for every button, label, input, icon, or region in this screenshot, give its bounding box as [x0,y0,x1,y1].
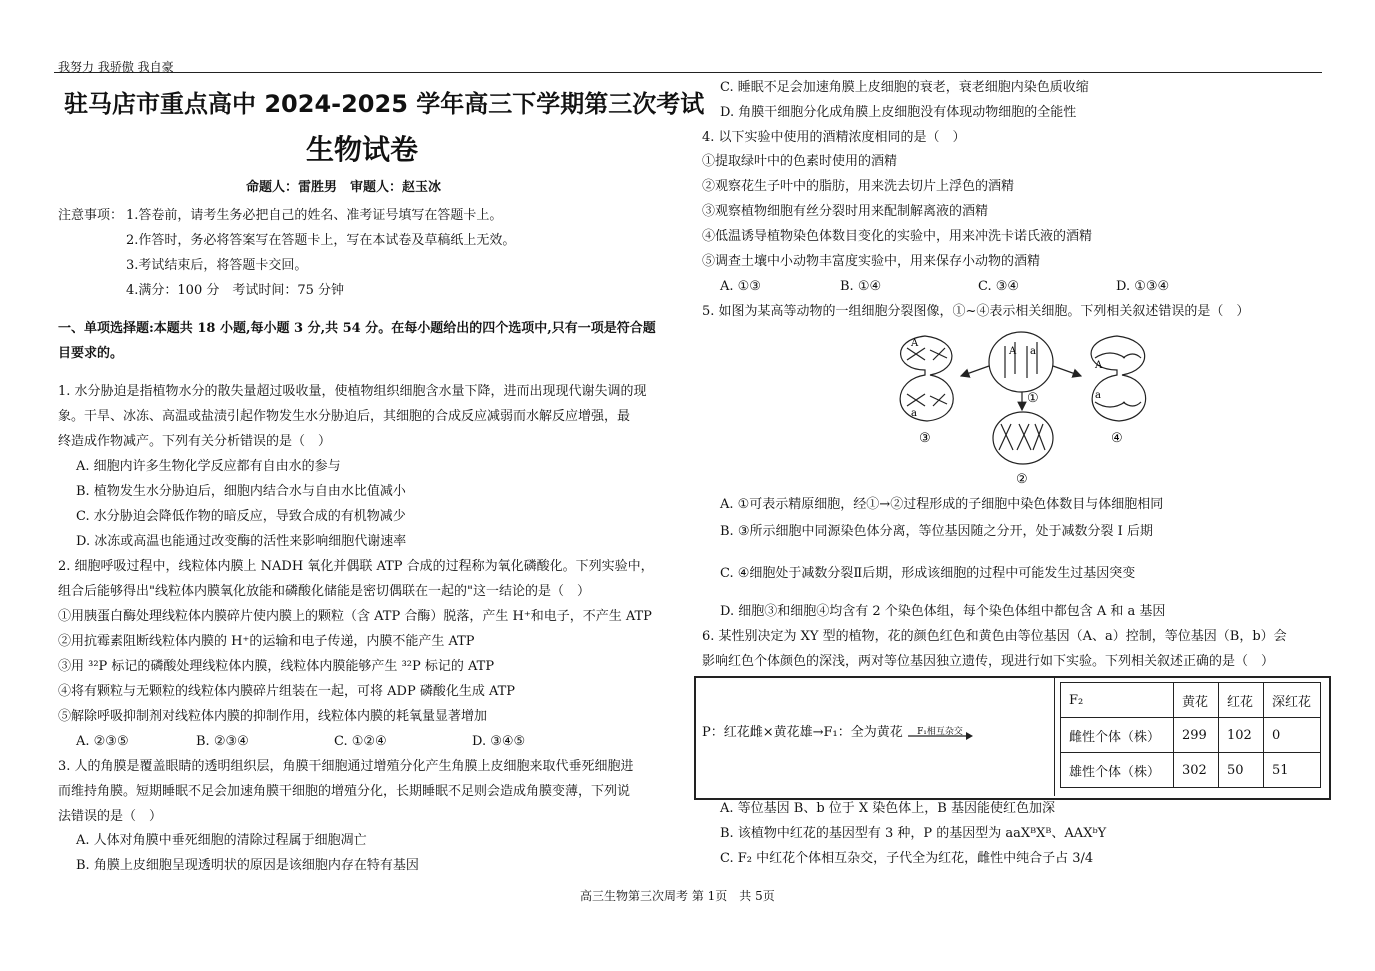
q3-stem: 而维持角膜。短期睡眠不足会加速角膜干细胞的增殖分化，长期睡眠不足则会造成角膜变薄，下列说 [58,784,631,799]
table-row [1061,683,1321,718]
header-divider [54,72,1322,73]
table-header-cell: 深红花 [1264,683,1321,718]
q2-option-c[interactable]: C. ①②④ [334,734,387,749]
arrow-label: F₁相互杂交 [917,727,963,737]
cell-3 [900,336,953,421]
q3-option-a[interactable]: A. 人体对角膜中垂死细胞的清除过程属于细胞凋亡 [76,833,367,848]
cell-1 [989,332,1053,392]
experiment-divider [1054,678,1055,796]
q2-option-d[interactable]: D. ③④⑤ [472,734,526,749]
cell-label-1: ① [1027,391,1039,406]
q6-option-a[interactable]: A. 等位基因 B、b 位于 X 染色体上，B 基因能使红色加深 [720,801,1055,816]
table-cell: 51 [1264,753,1321,788]
q4-item: ④低温诱导植物染色体数目变化的实验中，用来冲洗卡诺氏液的酒精 [702,229,1093,244]
q5-option-d[interactable]: D. 细胞③和细胞④均含有 2 个染色体组，每个染色体组中都包含 A 和 a 基因 [720,604,1166,619]
q2-item: ②用抗霉素阻断线粒体内膜的 H⁺的运输和电子传递，内膜不能产生 ATP [58,634,475,649]
section-heading: 目要求的。 [58,346,124,361]
table-cell: 102 [1219,718,1264,753]
gene-label: a [1030,346,1036,357]
table-cell: 雌性个体（株） [1061,718,1174,753]
q2-option-b[interactable]: B. ②③④ [196,734,249,749]
q1-stem: 1. 水分胁迫是指植物水分的散失量超过吸收量，使植物组织细胞含水量下降，进而出现现代谢失调的现 [58,384,647,399]
table-row [1061,753,1321,788]
f2-table [1060,682,1321,788]
page-footer: 高三生物第三次周考 第 1页 共 5页 [580,889,775,903]
arrow-to-4 [1053,366,1081,376]
notice-item: 1.答卷前，请考生务必把自己的姓名、准考证号填写在答题卡上。 [126,208,503,223]
q3-stem: 3. 人的角膜是覆盖眼睛的透明组织层，角膜干细胞通过增殖分化产生角膜上皮细胞来取代垂死细胞进 [58,759,634,774]
arrow-to-3 [961,366,989,376]
q4-stem: 4. 以下实验中使用的酒精浓度相同的是（ ） [702,130,966,145]
q1-option-a[interactable]: A. 细胞内许多生物化学反应都有自由水的参与 [76,459,341,474]
q2-item: ①用胰蛋白酶处理线粒体内膜碎片使内膜上的颗粒（含 ATP 合酶）脱落，产生 H⁺和电子，不产生 ATP [58,609,652,624]
table-header-cell: F₂ [1061,683,1174,718]
subject-title: 生物试卷 [306,133,419,166]
q1-option-b[interactable]: B. 植物发生水分胁迫后，细胞内结合水与自由水比值减小 [76,484,406,499]
table-cell: 雄性个体（株） [1061,753,1174,788]
notice-item: 2.作答时，务必将答案写在答题卡上，写在本试卷及草稿纸上无效。 [126,233,516,248]
table-cell: 299 [1174,718,1219,753]
table-cell: 50 [1219,753,1264,788]
gene-label: A [1009,346,1017,357]
cross-arrow [908,730,974,742]
q6-stem: 6. 某性别决定为 XY 型的植物，花的颜色红色和黄色由等位基因（A、a）控制，等位基因（B，b）会 [702,629,1287,644]
q1-option-d[interactable]: D. 冰冻或高温也能通过改变酶的活性来影响细胞代谢速率 [76,534,407,549]
q4-option-c[interactable]: C. ③④ [978,279,1020,294]
q2-item: ④将有颗粒与无颗粒的线粒体内膜碎片组装在一起，可将 ADP 磷酸化生成 ATP [58,684,516,699]
cell-2 [993,412,1053,464]
q4-option-a[interactable]: A. ①③ [720,279,761,294]
q6-option-b[interactable]: B. 该植物中红花的基因型有 3 种，P 的基因型为 aaXᴮXᴮ、AAXᵇY [720,826,1107,841]
gene-label: a [911,408,917,419]
table-cell: 0 [1264,718,1321,753]
exam-title: 驻马店市重点高中 2024-2025 学年高三下学期第三次考试 [64,90,705,118]
cell-4 [1091,336,1146,421]
q4-option-d[interactable]: D. ①③④ [1116,279,1170,294]
gene-label: A [1095,360,1103,371]
q2-option-a[interactable]: A. ②③⑤ [76,734,129,749]
q2-stem: 组合后能够得出"线粒体内膜氧化放能和磷酸化储能是密切偶联在一起的"这一结论的是（ ） [58,584,590,599]
gene-label: a [1095,390,1101,401]
cell-label-3: ③ [919,431,931,446]
q3-option-c[interactable]: C. 睡眠不足会加速角膜上皮细胞的衰老，衰老细胞内染色质收缩 [720,80,1089,95]
q1-stem: 终造成作物减产。下列有关分析错误的是（ ） [58,434,332,449]
gene-label: A [911,338,919,349]
q4-option-b[interactable]: B. ①④ [840,279,882,294]
q2-item: ⑤解除呼吸抑制剂对线粒体内膜的抑制作用，线粒体内膜的耗氧量显著增加 [58,709,488,724]
notice-item: 4.满分：100 分 考试时间：75 分钟 [126,283,345,298]
header-motto: 我努力 我骄傲 我自豪 [58,60,174,74]
q1-stem: 象。干旱、冰冻、高温或盐渍引起作物发生水分胁迫后，其细胞的合成反应减弱而水解反应增强，最 [58,409,631,424]
q5-option-c[interactable]: C. ④细胞处于减数分裂Ⅱ后期，形成该细胞的过程中可能发生过基因突变 [720,566,1136,581]
cell-label-2: ② [1016,472,1028,487]
table-row [1061,718,1321,753]
q2-item: ③用 ³²P 标记的磷酸处理线粒体内膜，线粒体内膜能够产生 ³²P 标记的 ATP [58,659,495,674]
q1-option-c[interactable]: C. 水分胁迫会降低作物的暗反应，导致合成的有机物减少 [76,509,406,524]
notice-item: 3.考试结束后，将答题卡交回。 [126,258,308,273]
table-header-cell: 红花 [1219,683,1264,718]
authors-line: 命题人：雷胜男 审题人：赵玉冰 [246,180,442,195]
q4-item: ①提取绿叶中的色素时使用的酒精 [702,154,898,169]
q6-stem: 影响红色个体颜色的深浅，两对等位基因独立遗传，现进行如下实验。下列相关叙述正确的是（ ） [702,654,1275,669]
q5-option-b[interactable]: B. ③所示细胞中同源染色体分离，等位基因随之分开，处于减数分裂 Ⅰ 后期 [720,524,1153,539]
cross-description: P：红花雌×黄花雄→F₁：全为黄花 [702,725,903,740]
cell-label-4: ④ [1111,431,1123,446]
q2-stem: 2. 细胞呼吸过程中，线粒体内膜上 NADH 氧化并偶联 ATP 合成的过程称为氧化磷酸化。下列实验中， [58,559,654,574]
table-header-cell: 黄花 [1174,683,1219,718]
q4-item: ⑤调查土壤中小动物丰富度实验中，用来保存小动物的酒精 [702,254,1041,269]
notice-label: 注意事项： [58,208,124,223]
q3-stem: 法错误的是（ ） [58,809,163,824]
section-heading: 一、单项选择题:本题共 18 小题,每小题 3 分,共 54 分。在每小题给出的四个选项中,只有一项是符合题 [58,321,656,336]
q5-option-a[interactable]: A. ①可表示精原细胞，经①→②过程形成的子细胞中染色体数目与体细胞相同 [720,497,1164,512]
q3-option-b[interactable]: B. 角膜上皮细胞呈现透明状的原因是该细胞内存在特有基因 [76,858,419,873]
table-cell: 302 [1174,753,1219,788]
cell-division-diagram [885,328,1155,488]
q5-stem: 5. 如图为某高等动物的一组细胞分裂图像，①~④表示相关细胞。下列相关叙述错误的是（ ） [702,304,1250,319]
q4-item: ③观察植物细胞有丝分裂时用来配制解离液的酒精 [702,204,989,219]
q3-option-d[interactable]: D. 角膜干细胞分化成角膜上皮细胞没有体现动物细胞的全能性 [720,105,1077,120]
q6-option-c[interactable]: C. F₂ 中红花个体相互杂交，子代全为红花，雌性中纯合子占 3/4 [720,851,1094,866]
q4-item: ②观察花生子叶中的脂肪，用来洗去切片上浮色的酒精 [702,179,1015,194]
